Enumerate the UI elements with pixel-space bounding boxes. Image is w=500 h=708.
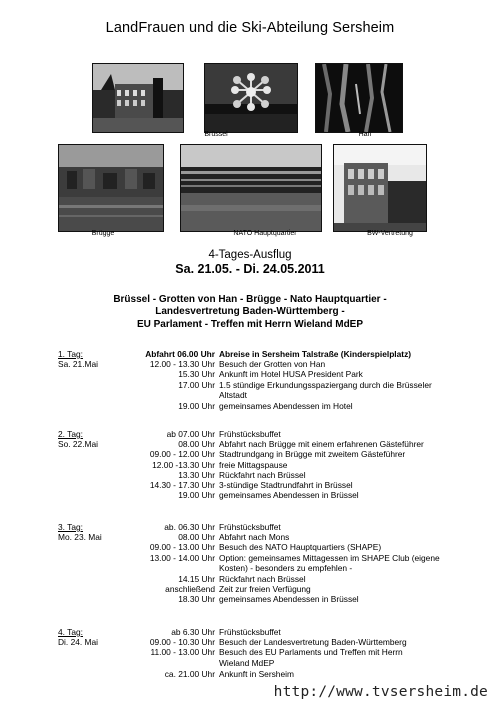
item-text: freie Mittagspause (219, 459, 288, 470)
item-text: Abfahrt nach Mons (219, 532, 290, 543)
photo-atomium (204, 63, 298, 133)
item-time: 12.00 -13.30 Uhr (152, 459, 215, 470)
item-text: Rückfahrt nach Brüssel (219, 469, 306, 480)
item-time: 19.00 Uhr (178, 400, 215, 411)
caption-bw-vertretung: BW-Vertretung (367, 230, 413, 237)
item-time: 13.00 - 14.00 Uhr (149, 552, 215, 563)
trip-dates: Sa. 21.05. - Di. 24.05.2011 (175, 262, 325, 276)
item-time: 18.30 Uhr (178, 594, 215, 605)
day-label: 1. Tag: (58, 349, 83, 359)
photo-nato (180, 144, 322, 232)
photo-bw-vertretung (333, 144, 427, 232)
item-time: ab 07.00 Uhr (166, 429, 215, 439)
item-time: 08.00 Uhr (178, 532, 215, 543)
item-text: Rückfahrt nach Brüssel (219, 573, 306, 584)
caption-han: Han (358, 131, 372, 138)
item-text: 1.5 stündige Erkundungsspaziergang durch die Brüsseler Altstadt (219, 379, 432, 400)
item-text: Stadtrundgang in Brügge mit zweitem Gästeführer (219, 449, 406, 460)
photo-bruegge (58, 144, 164, 232)
footer-url[interactable]: http://www.tvsersheim.de (273, 684, 488, 700)
item-text: Frühstücksbuffet (219, 429, 281, 439)
item-time: ca. 21.00 Uhr (164, 668, 215, 679)
item-time: 12.00 - 13.30 Uhr (149, 359, 215, 370)
item-text: Frühstücksbuffet (219, 627, 281, 637)
day-label: 2. Tag: (58, 429, 83, 439)
caption-nato: NATO Hauptquartier (233, 230, 297, 237)
route-line-2: Landesvertretung Baden-Württemberg - (155, 306, 345, 317)
page-title: LandFrauen und die Ski-Abteilung Sersheim (105, 20, 395, 36)
item-text: Besuch des EU Parlaments und Treffen mit Herrn Wieland MdEP (219, 647, 403, 668)
day-label: 4. Tag: (58, 627, 83, 637)
day-date: Di. 24. Mai (58, 637, 99, 648)
item-text: Abreise in Sersheim Talstraße (Kinderspielplatz) (219, 349, 412, 359)
day-date: So. 22.Mai (58, 439, 99, 450)
item-time: 09.00 - 12.00 Uhr (149, 449, 215, 460)
item-time: Abfahrt 06.00 Uhr (145, 349, 215, 359)
route-line-3: EU Parlament - Treffen mit Herrn Wieland MdEP (136, 319, 364, 330)
item-text: gemeinsames Abendessen in Brüssel (219, 594, 359, 605)
item-time: 13.30 Uhr (178, 469, 215, 480)
item-text: gemeinsames Abendessen im Hotel (219, 400, 353, 411)
item-time: ab. 06.30 Uhr (164, 522, 215, 532)
item-text: Besuch der Landesvertretung Baden-Württemberg (219, 637, 407, 648)
item-time: anschließend (165, 584, 215, 595)
item-text: Besuch der Grotten von Han (219, 359, 326, 370)
day-label: 3. Tag: (58, 522, 83, 532)
day-date: Sa. 21.Mai (58, 359, 99, 370)
item-text: Frühstücksbuffet (219, 522, 281, 532)
day-date: Mo. 23. Mai (58, 532, 102, 543)
trip-name: 4-Tages-Ausflug (208, 249, 292, 261)
item-time: 09.00 - 10.30 Uhr (149, 637, 215, 648)
item-time: 15.30 Uhr (178, 369, 215, 380)
caption-bruegge: Brügge (91, 230, 115, 237)
item-text: 3-stündige Stadtrundfahrt in Brüssel (219, 479, 353, 490)
item-text: Besuch des NATO Hauptquartiers (SHAPE) (219, 542, 382, 553)
item-time: 08.00 Uhr (178, 439, 215, 450)
photo-bruessel (92, 63, 184, 133)
item-time: 19.00 Uhr (178, 490, 215, 501)
item-text: gemeinsames Abendessen in Brüssel (219, 490, 359, 501)
item-text: Zeit zur freien Verfügung (219, 584, 311, 595)
item-text: Abfahrt nach Brügge mit einem erfahrenen Gästeführer (219, 439, 424, 450)
item-text: Ankunft im Hotel HUSA President Park (219, 369, 363, 380)
item-time: 14.30 - 17.30 Uhr (149, 479, 215, 490)
route-line-1: Brüssel - Grotten von Han - Brügge - Nato Hauptquartier - (113, 294, 387, 305)
item-time: 14.15 Uhr (178, 573, 215, 584)
item-time: 11.00 - 13.00 Uhr (150, 647, 215, 658)
item-text: Ankunft in Sersheim (219, 668, 294, 679)
photo-han (315, 63, 403, 133)
caption-bruessel: Brüssel (204, 131, 228, 138)
item-text: Option: gemeinsames Mittagessen im SHAPE Club (eigene Kosten) - besonders zu empfehlen - (219, 552, 440, 573)
item-time: 09.00 - 13.00 Uhr (149, 542, 215, 553)
item-time: 17.00 Uhr (178, 379, 215, 390)
item-time: ab 6.30 Uhr (171, 627, 215, 637)
